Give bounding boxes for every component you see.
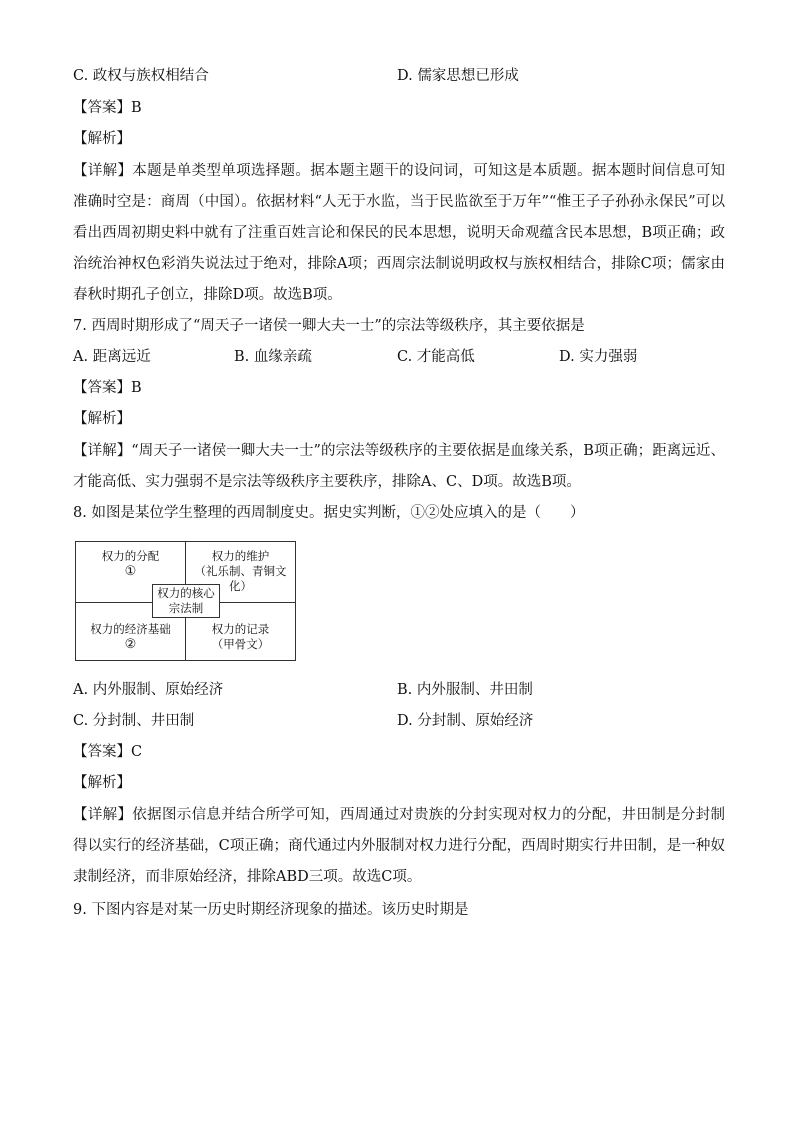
diagram-top-right-title: 权力的维护 — [211, 549, 270, 563]
q6-analysis-label: 【解析】 — [73, 131, 131, 147]
diagram-bottom-left-blank: ② — [124, 637, 137, 652]
q7-detail: 【详解】“周天子一诸侯一卿大夫一士”的宗法等级秩序的主要依据是血缘关系，B项正确；距离远近、才能高低、实力强弱不是宗法等级秩序主要秩序，排除A、C、D项。故选B项。 — [73, 443, 725, 490]
q8-option-c: C. 分封制、井田制 — [73, 713, 195, 729]
q7-analysis-label: 【解析】 — [73, 411, 131, 427]
q7-option-c: C. 才能高低 — [397, 349, 475, 365]
diagram-top-left-title: 权力的分配 — [101, 549, 160, 563]
q8-answer: 【答案】C — [73, 744, 143, 760]
q7-answer: 【答案】B — [73, 380, 142, 396]
q8-diagram — [75, 541, 296, 661]
q8-option-a: A. 内外服制、原始经济 — [73, 682, 224, 698]
q6-answer: 【答案】B — [73, 100, 142, 116]
q9-stem: 9. 下图内容是对某一历史时期经济现象的描述。该历史时期是 — [73, 902, 469, 918]
q8-stem: 8. 如图是某位学生整理的西周制度史。据史实判断，①②处应填入的是（ ） — [73, 505, 585, 521]
diagram-center-title: 权力的核心 — [157, 586, 215, 600]
q7-option-d: D. 实力强弱 — [559, 349, 638, 365]
diagram-center-box — [152, 584, 220, 618]
diagram-cell-top-left — [76, 549, 185, 579]
q8-option-b: B. 内外服制、井田制 — [397, 682, 533, 698]
diagram-cell-bottom-left — [76, 622, 185, 652]
q7-option-b: B. 血缘亲疏 — [234, 349, 312, 365]
diagram-bottom-right-title: 权力的记录 — [211, 622, 270, 636]
q7-stem: 7. 西周时期形成了“周天子一诸侯一卿大夫一士”的宗法等级秩序，其主要依据是 — [73, 318, 585, 334]
q8-analysis-label: 【解析】 — [73, 775, 131, 791]
q6-option-d: D. 儒家思想已形成 — [397, 68, 519, 84]
diagram-top-left-blank: ① — [124, 564, 137, 579]
q6-detail: 【详解】本题是单类型单项选择题。据本题主题干的设问词，可知这是本质题。据本题时间信息可知准确时空是：商周（中国）。依据材料“人无于水监，当于民监欲至于万年”“惟王子子孙孙永保民”可以看出西周初期史料中就有了注重百姓言论和保民的民本思想，说明天命观蕴含民本思想，B项正确；政治统治神权色彩消失说法过于绝对，排除A项；西周宗法制说明政权与族权相结合，排除C项；儒家由春秋时期孔子创立，排除D项。故选B项。 — [73, 163, 725, 303]
diagram-bottom-right-note: （甲骨文） — [211, 637, 270, 651]
diagram-center-value: 宗法制 — [168, 601, 204, 615]
diagram-bottom-left-title: 权力的经济基础 — [90, 622, 171, 636]
q6-option-c: C. 政权与族权相结合 — [73, 68, 209, 84]
q7-option-a: A. 距离远近 — [73, 349, 151, 365]
diagram-cell-bottom-right — [186, 622, 295, 652]
q8-detail: 【详解】依据图示信息并结合所学可知，西周通过对贵族的分封实现对权力的分配，井田制是分封制得以实行的经济基础，C项正确；商代通过内外服制对权力进行分配，西周时期实行井田制，是一种奴隶制经济，而非原始经济，排除ABD三项。故选C项。 — [73, 807, 725, 885]
diagram-top-right-note: （礼乐制、青铜文化） — [194, 564, 287, 593]
q8-option-d: D. 分封制、原始经济 — [397, 713, 534, 729]
